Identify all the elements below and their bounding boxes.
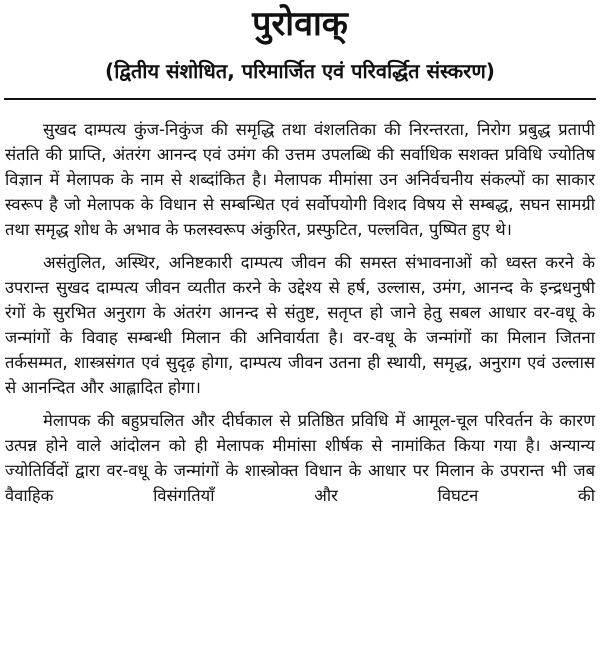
body-text (5, 117, 595, 516)
page-title: पुरोवाक् (252, 4, 348, 44)
title-divider (4, 98, 596, 100)
page-subtitle: (द्वितीय संशोधित, परिमार्जित एवं परिवर्द्धित संस्करण) (105, 59, 495, 83)
paragraph-2: असंतुलित, अस्थिर, अनिष्टकारी दाम्पत्य जीवन की समस्त संभावनाओं को ध्वस्त करने के उपरान्त सुखद दाम्पत्य जीवन व्यतीत करने के उद्देश्य से हर्ष, उल्लास, उमंग, आनन्द के इन्द्रधनुषी रंगों के सुरभित अनुराग के अंतरंग आनन्द से संतुष्ट, सतृप्त हो जाने हेतु सबल आधार वर-वधू के जन्मांगों के विवाह सम्बन्धी मिलान की अनिवार्यता है। वर-वधू के जन्मांगों का मिलान जितना तर्कसम्मत, शास्त्रसंगत एवं सुदृढ़ होगा, दाम्पत्य जीवन उतना ही स्थायी, समृद्ध, अनुराग एवं उल्लास से आनन्दित और आह्लादित होगा। (5, 253, 595, 397)
paragraph-1: सुखद दाम्पत्य कुंज-निकुंज की समृद्धि तथा वंशलतिका की निरन्तरता, निरोग प्रबुद्ध प्रतापी संतति की प्राप्ति, अंतरंग आनन्द एवं उमंग की उत्तम उपलब्धि की सर्वाधिक सशक्त प्रविधि ज्योतिष विज्ञान में मेलापक के नाम से शब्दांकित है। मेलापक मीमांसा उन अनिर्वचनीय संकल्पों का साकार स्वरूप है जो मेलापक के विधान से सम्बन्धित एवं सर्वोपयोगी विशद विषय से सम्बद्ध, सघन सामग्री तथा समृद्ध शोध के अभाव के फलस्वरूप अंकुरित, प्रस्फुटित, पल्लवित, पुष्पित हुए थे। (5, 120, 595, 239)
paragraph-3: मेलापक की बहुप्रचलित और दीर्घकाल से प्रतिष्ठित प्रविधि में आमूल-चूल परिवर्तन के कारण उत्पन्न होने वाले आंदोलन को ही मेलापक मीमांसा शीर्षक से नामांकित किया गया है। अन्यान्य ज्योतिर्विदों द्वारा वर-वधू के जन्मांगों के शास्त्रोक्त विधान के आधार पर मिलान के उपरान्त भी जब वैवाहिक विसंगतियाँ और विघटन की (5, 411, 595, 505)
